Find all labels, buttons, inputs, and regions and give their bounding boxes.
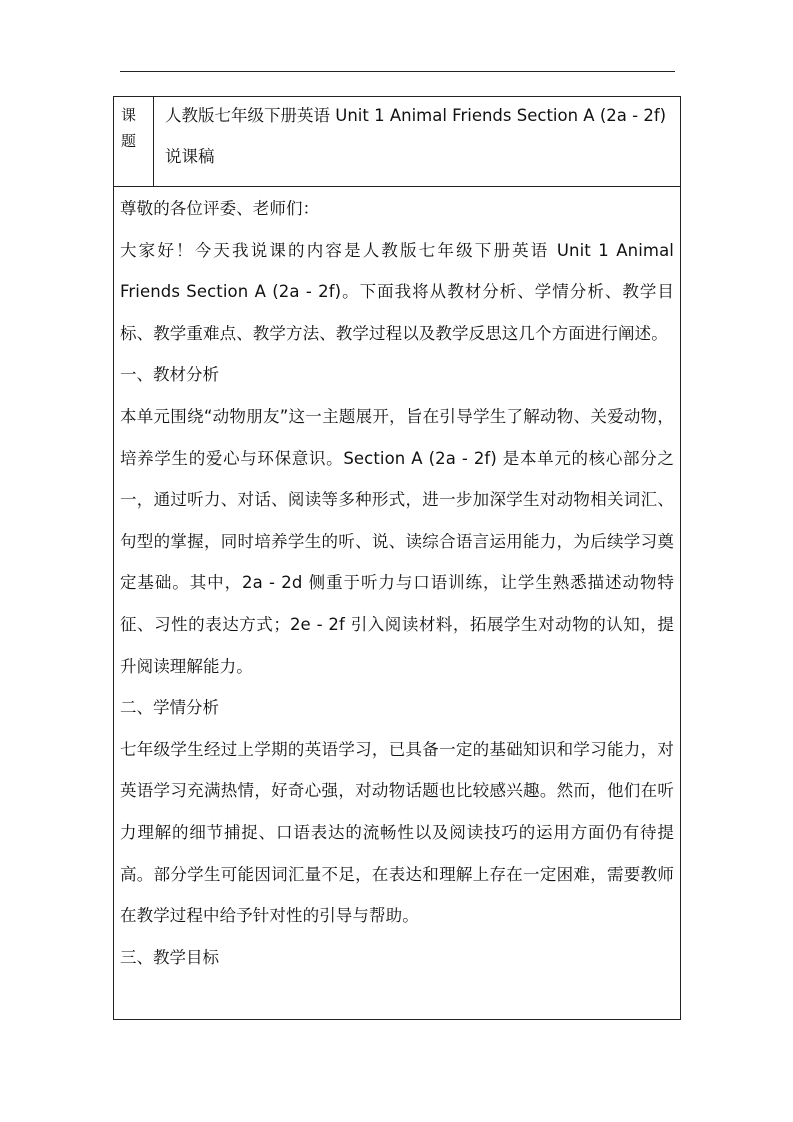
title-row [114, 97, 681, 187]
content-cell [114, 187, 681, 1020]
lesson-table [113, 96, 681, 1020]
section-heading-teaching-goals: 三、教学目标 [120, 947, 219, 967]
textbook-analysis-paragraph: 本单元围绕“动物朋友”这一主题展开，旨在引导学生了解动物、关爱动物，培养学生的爱心与环保意识。Section A (2a - 2f) 是本单元的核心部分之一，通过听力、对话、阅读等多种形式，进一步加深学生对动物相关词汇、句型的掌握，同时培养学生的听、说、读综合语言运用能力，为后续学习奠定基础。其中，2a - 2d 侧重于听力与口语训练，让学生熟悉描述动物特征、习性的表达方式；2e - 2f 引入阅读材料，拓展学生对动物的认知，提升阅读理解能力。 [120, 406, 674, 676]
section-heading-textbook-analysis: 一、教材分析 [120, 365, 219, 385]
content-row [114, 187, 681, 1020]
title-cell [154, 97, 681, 187]
lesson-title: 人教版七年级下册英语 Unit 1 Animal Friends Section A (2a - 2f) 说课稿 [165, 106, 667, 166]
section-heading-student-analysis: 二、学情分析 [120, 698, 219, 718]
intro-paragraph: 大家好！今天我说课的内容是人教版七年级下册英语 Unit 1 Animal Friends Section A (2a - 2f)。下面我将从教材分析、学情分析、教学目标、教学重难点、教学方法、教学过程以及教学反思这几个方面进行阐述。 [120, 240, 674, 343]
topic-label: 课题 [121, 106, 137, 150]
label-cell [114, 97, 154, 187]
header-rule [120, 71, 675, 72]
student-analysis-paragraph: 七年级学生经过上学期的英语学习，已具备一定的基础知识和学习能力，对英语学习充满热情，好奇心强，对动物话题也比较感兴趣。然而，他们在听力理解的细节捕捉、口语表达的流畅性以及阅读技巧的运用方面仍有待提高。部分学生可能因词汇量不足，在表达和理解上存在一定困难，需要教师在教学过程中给予针对性的引导与帮助。 [120, 739, 674, 926]
greeting: 尊敬的各位评委、老师们： [120, 199, 320, 218]
